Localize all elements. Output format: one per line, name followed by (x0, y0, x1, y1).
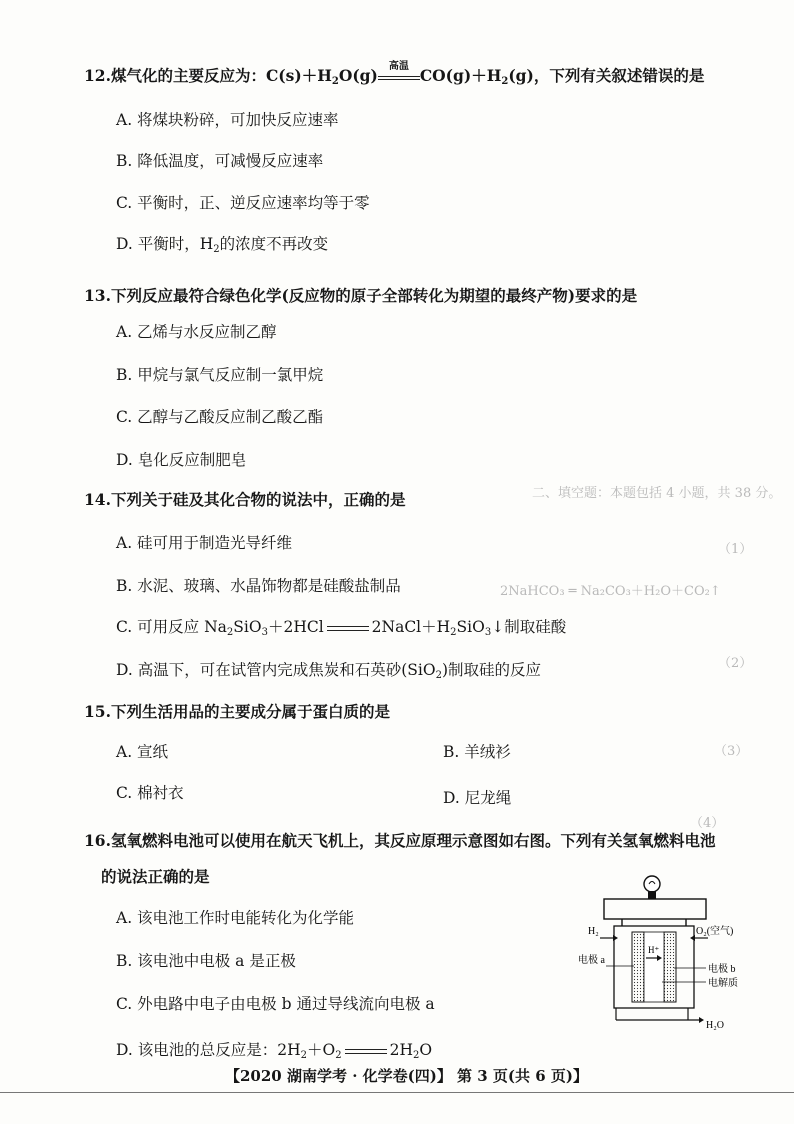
q16-d-sub2: 2 (335, 1050, 342, 1061)
q13-option-c[interactable]: C. 乙醇与乙酸反应制乙酸乙酯 (116, 408, 324, 426)
q12-d-sub: 2 (213, 244, 220, 255)
label-o2: O₂(空气) (696, 926, 734, 937)
q14-c-sub3: 2 (450, 627, 457, 638)
q16-number: 16. (84, 831, 111, 850)
q14-c-sub1: 2 (226, 627, 234, 638)
q16-d-b: ＋O (306, 1041, 336, 1059)
q14-option-d[interactable] (116, 660, 541, 686)
q12-stem-c: CO(g)＋H (419, 66, 502, 85)
q12-sub: 2 (331, 76, 339, 87)
bleed-text-2: （1） (718, 542, 753, 557)
label-h2o: H₂O (706, 1020, 724, 1031)
q12-stem (84, 61, 705, 92)
q16-option-c[interactable]: C. 外电路中电子由电极 b 通过导线流向电极 a (116, 995, 435, 1013)
q15-option-c[interactable]: C. 棉衬衣 (116, 784, 184, 802)
label-electrode-a: 电极 a (578, 955, 605, 966)
q16-d-c: 2H (389, 1041, 413, 1059)
equals-bar (327, 626, 369, 631)
bleed-text-5: （3） (714, 744, 749, 759)
electrode-b-plate (664, 932, 676, 1002)
q14-d-b: )制取硅的反应 (441, 661, 541, 679)
q14-option-c[interactable] (116, 617, 566, 643)
q14-d-a: D. 高温下，可在试管内完成焦炭和石英砂(SiO (116, 661, 436, 679)
label-electrode-b: 电极 b (708, 964, 736, 975)
q14-text: 下列关于硅及其化合物的说法中，正确的是 (110, 490, 406, 509)
q14-option-a[interactable]: A. 硅可用于制造光导纤维 (116, 534, 293, 552)
q16-d-sub1: 2 (300, 1050, 307, 1061)
q15-option-a[interactable]: A. 宣纸 (116, 743, 169, 761)
q14-c-a: C. 可用反应 Na (116, 618, 227, 636)
bleed-text-6: （4） (690, 816, 725, 831)
fuel-cell-diagram (578, 870, 764, 1031)
q12-sub-2: 2 (501, 76, 509, 87)
bleed-text-4: （2） (718, 656, 753, 671)
q16-text-1: 氢氧燃料电池可以使用在航天飞机上，其反应原理示意图如右图。下列有关氢氧燃料电池 (110, 831, 716, 850)
q12-option-d[interactable] (116, 234, 328, 260)
q13-option-b[interactable]: B. 甲烷与氯气反应制一氯甲烷 (116, 366, 324, 384)
q12-stem-d: (g)，下列有关叙述错误的是 (508, 66, 705, 85)
q14-c-f: ↓制取硅酸 (491, 618, 567, 636)
q12-option-c[interactable]: C. 平衡时，正、逆反应速率均等于零 (116, 194, 370, 212)
equals-bar-2 (345, 1049, 387, 1054)
q12-d-a: D. 平衡时，H (116, 235, 214, 253)
q13-option-a[interactable]: A. 乙烯与水反应制乙醇 (116, 323, 277, 341)
q14-c-e: SiO (456, 618, 485, 636)
q15-number: 15. (84, 702, 111, 721)
q15-stem (84, 702, 390, 722)
bleed-text-3: 2NaHCO₃ ═ Na₂CO₃＋H₂O＋CO₂↑ (500, 584, 721, 599)
q15-option-d[interactable]: D. 尼龙绳 (443, 789, 512, 807)
q12-option-a[interactable]: A. 将煤块粉碎，可加快反应速率 (116, 111, 339, 129)
q13-number: 13. (84, 286, 111, 305)
q16-d-a: D. 该电池的总反应是：2H (116, 1041, 301, 1059)
high-temp-arrow (378, 61, 420, 80)
label-h2: H₂ (588, 926, 599, 937)
electrode-a-plate (632, 932, 644, 1002)
q16-option-b[interactable]: B. 该电池中电极 a 是正极 (116, 952, 296, 970)
page-footer: 【2020 湖南学考 · 化学卷(四)】 第 3 页(共 6 页)】 (225, 1067, 589, 1085)
q12-stem-b: O(g) (338, 66, 378, 85)
q14-c-d: 2NaCl＋H (371, 618, 451, 636)
q12-d-b: 的浓度不再改变 (219, 235, 329, 253)
label-h-plus: H⁺ (648, 945, 660, 955)
q15-text: 下列生活用品的主要成分属于蛋白质的是 (110, 702, 390, 721)
label-electrolyte: 电解质 (708, 978, 738, 989)
q12-option-b[interactable]: B. 降低温度，可减慢反应速率 (116, 152, 324, 170)
q12-number: 12. (84, 66, 111, 85)
electrolyte-region (644, 932, 664, 1002)
q14-stem (84, 490, 405, 510)
q16-d-sub3: 2 (412, 1050, 420, 1061)
q16-stem-line1 (84, 831, 715, 851)
q16-d-d: O (419, 1041, 433, 1059)
bleed-text-1: 二、填空题：本题包括 4 小题，共 38 分。 (532, 486, 782, 501)
q12-stem-a: 煤气化的主要反应为：C(s)＋H (110, 66, 332, 85)
q16-option-a[interactable]: A. 该电池工作时电能转化为化学能 (116, 909, 355, 927)
q13-text: 下列反应最符合绿色化学(反应物的原子全部转化为期望的最终产物)要求的是 (110, 286, 638, 305)
q14-option-b[interactable]: B. 水泥、玻璃、水晶饰物都是硅酸盐制品 (116, 577, 401, 595)
external-circuit (604, 899, 706, 919)
q14-c-c: ＋2HCl (267, 618, 324, 636)
q14-c-sub2: 3 (261, 627, 268, 638)
q15-option-b[interactable]: B. 羊绒衫 (443, 743, 511, 761)
q16-option-d[interactable] (116, 1040, 432, 1066)
light-bulb-icon (644, 876, 660, 899)
q14-number: 14. (84, 490, 111, 509)
arrow-label: 高温 (388, 61, 409, 72)
q13-stem (84, 286, 637, 306)
q16-stem-line2: 的说法正确的是 (101, 867, 210, 886)
q14-d-sub: 2 (435, 670, 442, 681)
q14-c-b: SiO (233, 618, 262, 636)
q14-c-sub4: 3 (484, 627, 492, 638)
bottom-rule (0, 1092, 794, 1093)
q13-option-d[interactable]: D. 皂化反应制肥皂 (116, 451, 247, 469)
